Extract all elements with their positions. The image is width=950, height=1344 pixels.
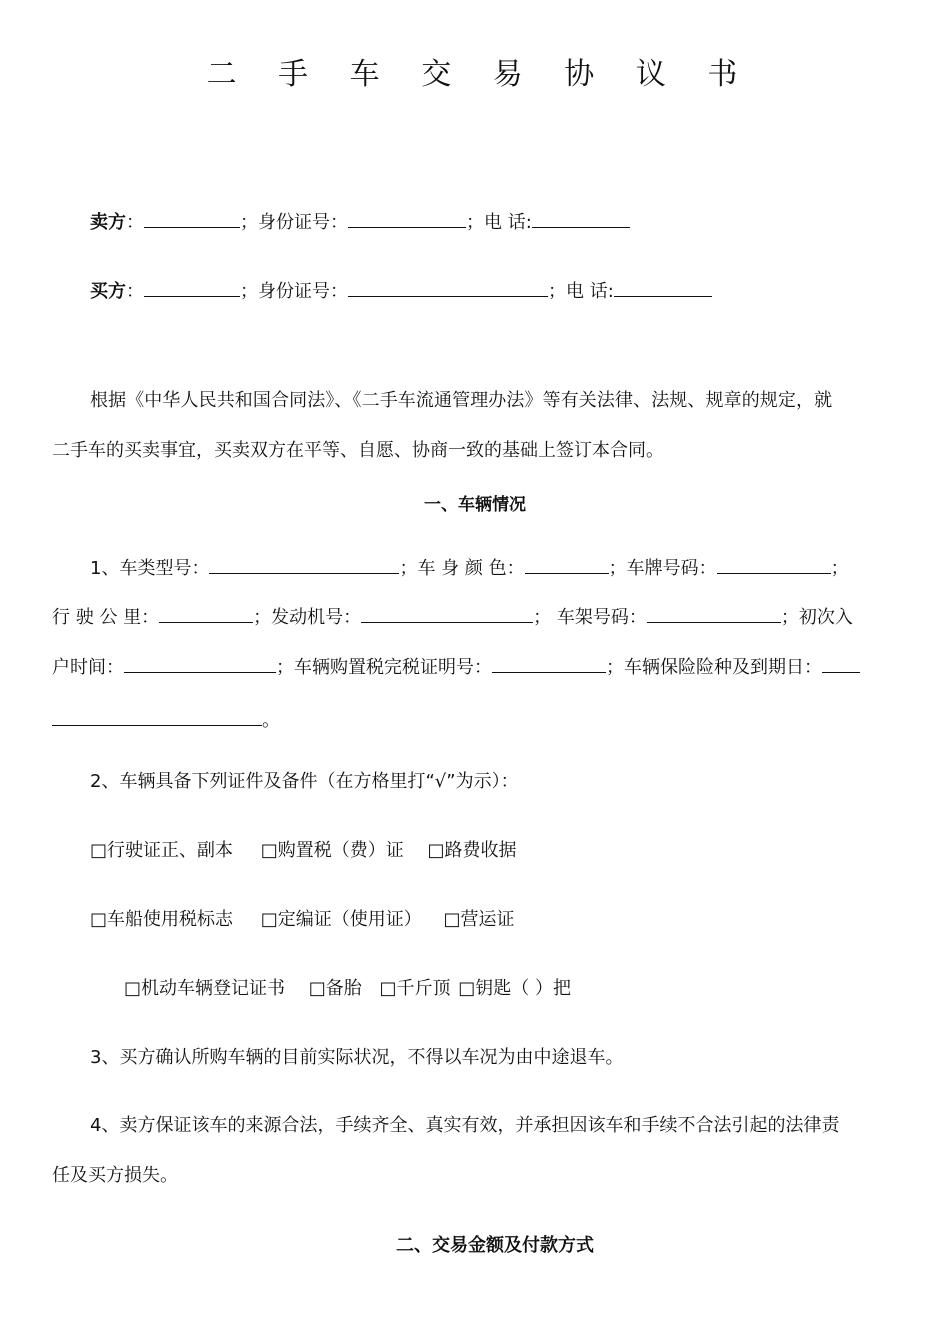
seller-name-field[interactable] (144, 210, 240, 228)
frame-number-field[interactable] (647, 605, 781, 623)
vehicle-model-field[interactable] (209, 556, 399, 574)
mileage-label: 行 驶 公 里： (52, 607, 160, 628)
plate-number-field[interactable] (717, 556, 831, 574)
body-color-label: ；车 身 颜 色： (399, 558, 525, 579)
buyer-name-field[interactable] (144, 279, 240, 297)
plate-number-label: ；车牌号码： (608, 558, 717, 579)
document-title: 二 手 车 交 易 协 议 书 (206, 57, 754, 92)
item1-line-1 (90, 556, 849, 578)
item1-line-4 (52, 708, 280, 730)
buyer-id-label: ；身份证号： (240, 281, 348, 302)
vehicle-model-label: 1、车类型号： (90, 558, 210, 579)
intro-line-1: 根据《中华人民共和国合同法》、《二手车流通管理办法》等有关法律、法规、规章的规定，就 (90, 390, 833, 411)
seller-phone-field[interactable] (532, 210, 630, 228)
registration-time-field[interactable] (124, 655, 276, 673)
item1-line-3 (52, 655, 860, 677)
buyer-phone-label: ；电 话: (548, 281, 614, 302)
period: 。 (262, 710, 280, 731)
registration-time-label: 户时间： (52, 657, 124, 678)
seller-phone-label: ；电 话: (466, 212, 532, 233)
checkbox-driving-license[interactable]: □行驶证正、副本 (90, 840, 234, 861)
seller-id-label: ；身份证号： (240, 212, 348, 233)
engine-number-label: ；发动机号： (253, 607, 362, 628)
intro-line-2: 二手车的买卖事宜，买卖双方在平等、自愿、协商一致的基础上签订本合同。 (52, 440, 664, 461)
buyer-line: 买方： ；身份证号： ；电 话: (90, 279, 712, 301)
documents-row-2 (90, 911, 515, 929)
checkbox-jack[interactable]: □千斤顶 (379, 978, 451, 999)
checkbox-spare-tire[interactable]: □备胎 (308, 978, 362, 999)
checkbox-capacity-certificate[interactable]: □定编证（使用证） (260, 909, 422, 930)
section-2-heading: 二、交易金额及付款方式 (396, 1235, 594, 1256)
separator: ； (830, 558, 849, 579)
insurance-field[interactable] (822, 655, 860, 673)
item4-line-2: 任及买方损失。 (52, 1165, 178, 1186)
seller-id-field[interactable] (348, 210, 466, 228)
seller-line: 卖方： ；身份证号： ；电 话: (90, 210, 630, 232)
checkbox-purchase-tax[interactable]: □购置税（费）证 (260, 840, 404, 861)
first-registration-label: ；初次入 (780, 607, 853, 628)
tax-certificate-field[interactable] (492, 655, 606, 673)
checkbox-keys[interactable]: □钥匙（ ）把 (458, 978, 571, 999)
buyer-id-field[interactable] (348, 279, 548, 297)
tax-certificate-label: ；车辆购置税完税证明号： (276, 657, 492, 678)
frame-number-label: ； 车架号码： (533, 607, 647, 628)
item3: 3、买方确认所购车辆的目前实际状况，不得以车况为由中途退车。 (90, 1047, 624, 1068)
section-1-heading: 一、车辆情况 (424, 495, 526, 515)
documents-row-1 (90, 842, 517, 860)
insurance-label: ；车辆保险险种及到期日： (606, 657, 822, 678)
seller-label: 卖方 (90, 212, 126, 233)
checkbox-vehicle-tax-sign[interactable]: □车船使用税标志 (90, 909, 234, 930)
engine-number-field[interactable] (361, 605, 533, 623)
item4-line-1: 4、卖方保证该车的来源合法，手续齐全、真实有效，并承担因该车和手续不合法引起的法律责 (90, 1115, 840, 1136)
mileage-field[interactable] (159, 605, 253, 623)
body-color-field[interactable] (525, 556, 609, 574)
buyer-phone-field[interactable] (614, 279, 712, 297)
item2-intro: 2、车辆具备下列证件及备件（在方格里打“√”为示）： (90, 771, 519, 792)
documents-row-3 (124, 980, 571, 998)
checkbox-registration-certificate[interactable]: □机动车辆登记证书 (124, 978, 286, 999)
item1-line-2 (52, 605, 853, 627)
buyer-label: 买方 (90, 281, 126, 302)
checkbox-operation-certificate[interactable]: □营运证 (443, 909, 515, 930)
insurance-field-continued[interactable] (52, 708, 262, 726)
checkbox-toll-receipt[interactable]: □路费收据 (427, 840, 517, 861)
